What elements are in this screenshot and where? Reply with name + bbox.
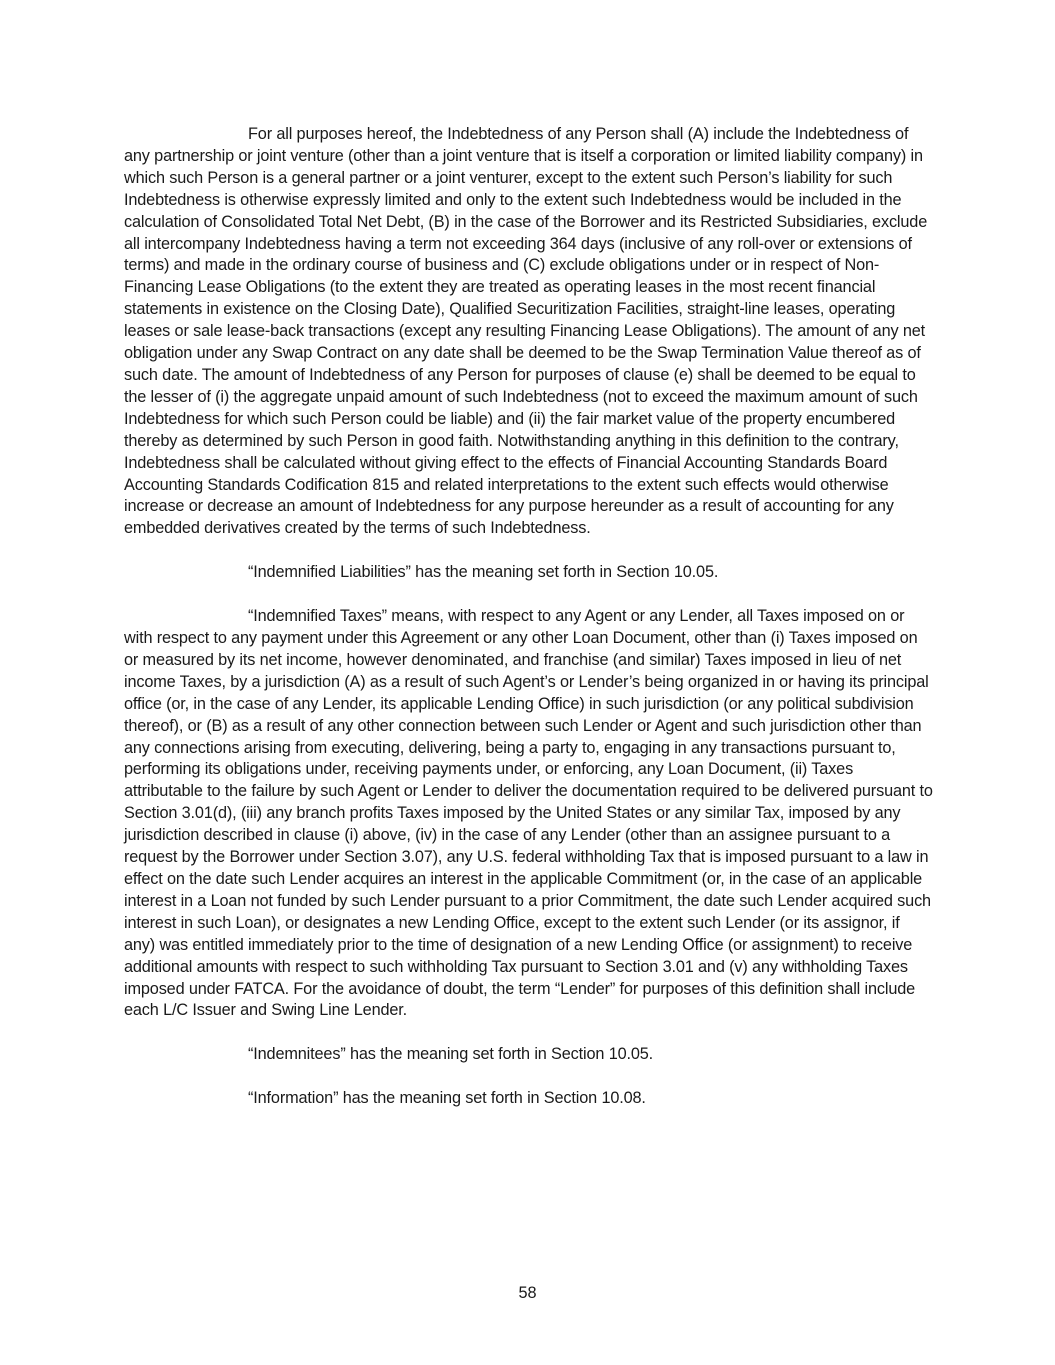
document-body: [124, 124, 934, 1110]
definition-information: “Information” has the meaning set forth in Section 10.08.: [248, 1089, 646, 1108]
definition-indemnified-taxes: “Indemnified Taxes” means, with respect to any Agent or any Lender, all Taxes imposed on or with respect to any payment under this Agreement or any other Loan Document, other than (i) Taxes imposed on or measured by its net income, however denominated, and franchise (and similar) Taxes imposed in lieu of net income Taxes, by a jurisdiction (A) as a result of such Agent’s or Lender’s being organized in or having its principal office (or, in the case of any Lender, its applicable Lending Office) in such jurisdiction (or any political subdivision thereof), or (B) as a result of any other connection between such Lender or Agent and such jurisdiction other than any connections arising from executing, delivering, being a party to, engaging in any transactions pursuant to, performing its obligations under, receiving payments under, or enforcing, any Loan Document, (ii) Taxes attributable to the failure by such Agent or Lender to deliver the documentation required to be delivered pursuant to Section 3.01(d), (iii) any branch profits Taxes imposed by the United States or any similar Tax, imposed by any jurisdiction described in clause (i) above, (iv) in the case of any Lender (other than an assignee pursuant to a request by the Borrower under Section 3.07), any U.S. federal withholding Tax that is imposed pursuant to a law in effect on the date such Lender acquires an interest in the applicable Commitment (or, in the case of an applicable interest in a Loan not funded by such Lender pursuant to a prior Commitment, the date such Lender acquired such interest in such Loan), or designates a new Lending Office, except to the extent such Lender (or its assignor, if any) was entitled immediately prior to the time of designation of a new Lending Office (or assignment) to receive additional amounts with respect to such withholding Tax pursuant to Section 3.01 and (v) any withholding Taxes imposed under FATCA. For the avoidance of doubt, the term “Lender” for purposes of this definition shall include each L/C Issuer and Swing Line Lender.: [124, 607, 933, 1020]
definition-indemnitees: “Indemnitees” has the meaning set forth in Section 10.05.: [248, 1045, 654, 1064]
indebtedness-paragraph: For all purposes hereof, the Indebtedness of any Person shall (A) include the Indebtedness of any partnership or joint venture (other than a joint venture that is itself a corporation or limited liability company) in which such Person is a general partner or a joint venturer, except to the extent such Person’s liability for such Indebtedness is otherwise expressly limited and only to the extent such Indebtedness would be included in the calculation of Consolidated Total Net Debt, (B) in the case of the Borrower and its Restricted Subsidiaries, exclude all intercompany Indebtedness having a term not exceeding 364 days (inclusive of any roll-over or extensions of terms) and made in the ordinary course of business and (C) exclude obligations under or in respect of Non-Financing Lease Obligations (to the extent they are treated as operating leases in the most recent financial statements in existence on the Closing Date), Qualified Securitization Facilities, straight-line leases, operating leases or sale lease-back transactions (except any resulting Financing Lease Obligations). The amount of any net obligation under any Swap Contract on any date shall be deemed to be the Swap Termination Value thereof as of such date. The amount of Indebtedness of any Person for purposes of clause (e) shall be deemed to be equal to the lesser of (i) the aggregate unpaid amount of such Indebtedness (not to exceed the maximum amount of such Indebtedness for which such Person could be liable) and (ii) the fair market value of the property encumbered thereby as determined by such Person in good faith. Notwithstanding anything in this definition to the contrary, Indebtedness shall be calculated without giving effect to the effects of Financial Accounting Standards Board Accounting Standards Codification 815 and related interpretations to the extent such effects would otherwise increase or decrease an amount of Indebtedness for any purpose hereunder as a result of accounting for any embedded derivatives created by the terms of such Indebtedness.: [124, 125, 928, 538]
page-number: 58: [518, 1284, 537, 1302]
definition-indemnified-liabilities: “Indemnified Liabilities” has the meaning set forth in Section 10.05.: [248, 563, 719, 582]
